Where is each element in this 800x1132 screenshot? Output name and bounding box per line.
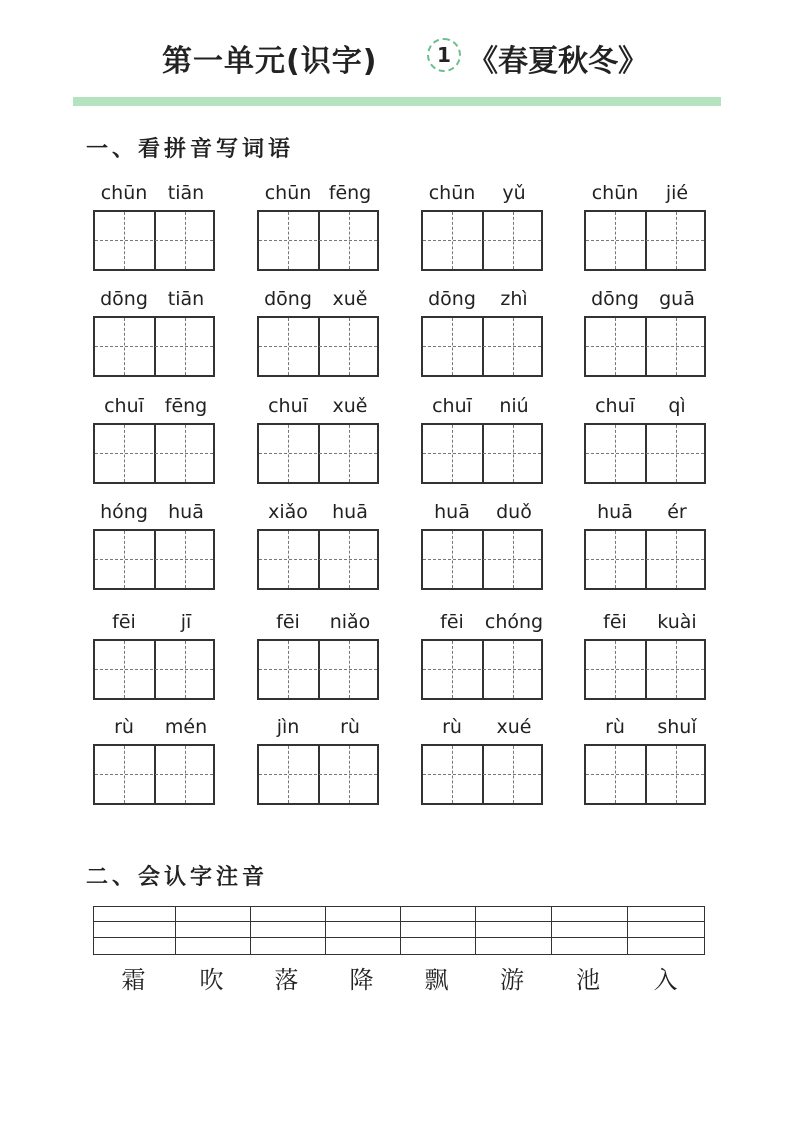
pinyin-syllable: chuī <box>595 395 635 417</box>
grid-guide-line <box>95 559 213 560</box>
pinyin-syllable: chūn <box>264 182 312 204</box>
grid-guide-line <box>423 774 541 775</box>
pinyin-syllable: chūn <box>591 182 639 204</box>
grid-guide-line <box>586 453 704 454</box>
pinyin-syllable: kuài <box>657 611 697 633</box>
grid-guide-line <box>423 240 541 241</box>
grid-guide-line <box>676 746 677 803</box>
grid-guide-line <box>259 669 377 670</box>
word-item <box>257 716 381 816</box>
grid-guide-line <box>513 641 514 698</box>
grid-guide-line <box>513 531 514 588</box>
word-item <box>584 395 708 495</box>
grid-guide-line <box>349 641 350 698</box>
lesson-number-badge: 1 <box>427 38 461 72</box>
grid-guide-line <box>185 318 186 375</box>
grid-guide-line <box>185 425 186 482</box>
writing-box[interactable] <box>257 423 379 484</box>
section1-title: 一、看拼音写词语 <box>86 136 295 162</box>
writing-box[interactable] <box>584 529 706 590</box>
writing-box[interactable] <box>584 316 706 377</box>
grid-guide-line <box>452 531 453 588</box>
grid-guide-line <box>676 212 677 269</box>
pinyin-syllable: yǔ <box>502 182 526 204</box>
grid-guide-line <box>259 453 377 454</box>
ruled-column-divider <box>475 907 476 954</box>
pinyin-syllable: tiān <box>167 182 205 204</box>
grid-guide-line <box>95 669 213 670</box>
writing-box[interactable] <box>421 210 543 271</box>
grid-guide-line <box>259 240 377 241</box>
grid-guide-line <box>124 212 125 269</box>
writing-box[interactable] <box>421 639 543 700</box>
recognition-character: 降 <box>349 966 374 994</box>
writing-box[interactable] <box>257 316 379 377</box>
grid-guide-line <box>452 318 453 375</box>
recognition-character: 落 <box>274 966 299 994</box>
pinyin-syllable: xuě <box>332 288 368 310</box>
word-item <box>257 501 381 601</box>
grid-guide-line <box>288 746 289 803</box>
pinyin-syllable: ér <box>667 501 687 523</box>
pinyin-syllable: huā <box>597 501 633 523</box>
writing-box[interactable] <box>257 210 379 271</box>
pinyin-syllable: chuī <box>268 395 308 417</box>
recognition-character: 入 <box>653 966 678 994</box>
writing-box[interactable] <box>93 423 215 484</box>
word-item <box>257 611 381 711</box>
word-item <box>421 501 545 601</box>
pinyin-syllable: duǒ <box>496 501 532 523</box>
grid-guide-line <box>513 746 514 803</box>
grid-guide-line <box>259 774 377 775</box>
header-divider-bar <box>73 97 721 106</box>
pinyin-syllable: dōng <box>264 288 312 310</box>
grid-guide-line <box>185 746 186 803</box>
grid-guide-line <box>288 212 289 269</box>
grid-guide-line <box>185 212 186 269</box>
grid-guide-line <box>513 425 514 482</box>
grid-guide-line <box>423 453 541 454</box>
writing-box[interactable] <box>257 639 379 700</box>
grid-guide-line <box>586 346 704 347</box>
ruled-column-divider <box>551 907 552 954</box>
grid-guide-line <box>615 425 616 482</box>
pinyin-syllable: shuǐ <box>657 716 697 738</box>
writing-box[interactable] <box>93 316 215 377</box>
pinyin-syllable: zhì <box>500 288 528 310</box>
grid-guide-line <box>676 318 677 375</box>
pinyin-syllable: fēi <box>112 611 136 633</box>
grid-guide-line <box>185 641 186 698</box>
writing-box[interactable] <box>93 744 215 805</box>
writing-box[interactable] <box>421 423 543 484</box>
word-item <box>93 288 217 388</box>
pinyin-syllable: niǎo <box>329 611 371 633</box>
writing-box[interactable] <box>584 639 706 700</box>
grid-guide-line <box>615 212 616 269</box>
grid-guide-line <box>615 531 616 588</box>
word-item <box>584 501 708 601</box>
grid-guide-line <box>615 746 616 803</box>
writing-box[interactable] <box>584 744 706 805</box>
writing-box[interactable] <box>93 210 215 271</box>
word-item <box>421 288 545 388</box>
pinyin-writing-lines[interactable] <box>93 906 705 955</box>
grid-guide-line <box>349 425 350 482</box>
word-item <box>421 182 545 282</box>
grid-guide-line <box>615 641 616 698</box>
grid-guide-line <box>288 425 289 482</box>
pinyin-syllable: tiān <box>167 288 205 310</box>
pinyin-syllable: rù <box>605 716 625 738</box>
pinyin-syllable: rù <box>442 716 462 738</box>
pinyin-syllable: dōng <box>100 288 148 310</box>
grid-guide-line <box>95 240 213 241</box>
pinyin-syllable: fēng <box>164 395 208 417</box>
recognition-character: 霜 <box>121 966 146 994</box>
ruled-column-divider <box>325 907 326 954</box>
grid-guide-line <box>288 318 289 375</box>
grid-guide-line <box>95 346 213 347</box>
word-item <box>257 395 381 495</box>
grid-guide-line <box>349 212 350 269</box>
pinyin-syllable: niú <box>499 395 529 417</box>
pinyin-syllable: dōng <box>428 288 476 310</box>
pinyin-syllable: xiǎo <box>268 501 308 523</box>
word-item <box>421 395 545 495</box>
recognition-character: 池 <box>576 966 600 994</box>
word-item <box>421 716 545 816</box>
pinyin-syllable: fēi <box>440 611 464 633</box>
pinyin-syllable: jī <box>180 611 192 633</box>
ruled-column-divider <box>627 907 628 954</box>
pinyin-syllable: dōng <box>591 288 639 310</box>
recognition-character: 吹 <box>199 966 224 994</box>
grid-guide-line <box>513 318 514 375</box>
grid-guide-line <box>452 212 453 269</box>
ruled-column-divider <box>250 907 251 954</box>
grid-guide-line <box>124 318 125 375</box>
writing-box[interactable] <box>584 210 706 271</box>
grid-guide-line <box>288 641 289 698</box>
pinyin-syllable: fēng <box>328 182 372 204</box>
writing-box[interactable] <box>421 744 543 805</box>
pinyin-syllable: chuī <box>104 395 144 417</box>
pinyin-syllable: guā <box>659 288 695 310</box>
lesson-title: 《春夏秋冬》 <box>468 44 648 79</box>
pinyin-syllable: hóng <box>100 501 148 523</box>
grid-guide-line <box>586 774 704 775</box>
grid-guide-line <box>124 425 125 482</box>
writing-box[interactable] <box>257 744 379 805</box>
grid-guide-line <box>676 641 677 698</box>
word-item <box>93 182 217 282</box>
grid-guide-line <box>452 746 453 803</box>
writing-box[interactable] <box>421 316 543 377</box>
pinyin-syllable: xué <box>496 716 532 738</box>
grid-guide-line <box>586 240 704 241</box>
word-item <box>93 501 217 601</box>
recognition-character: 飘 <box>424 966 449 994</box>
grid-guide-line <box>615 318 616 375</box>
grid-guide-line <box>95 453 213 454</box>
pinyin-syllable: huā <box>168 501 204 523</box>
grid-guide-line <box>513 212 514 269</box>
writing-box[interactable] <box>93 529 215 590</box>
word-item <box>257 182 381 282</box>
pinyin-syllable: xuě <box>332 395 368 417</box>
pinyin-syllable: qì <box>668 395 686 417</box>
grid-guide-line <box>423 559 541 560</box>
word-item <box>584 611 708 711</box>
pinyin-syllable: chóng <box>484 611 544 633</box>
pinyin-syllable: huā <box>332 501 368 523</box>
grid-guide-line <box>259 346 377 347</box>
grid-guide-line <box>349 318 350 375</box>
word-item <box>93 716 217 816</box>
pinyin-syllable: fēi <box>276 611 300 633</box>
pinyin-syllable: chūn <box>100 182 148 204</box>
word-item <box>421 611 545 711</box>
pinyin-syllable: jié <box>665 182 689 204</box>
recognition-character: 游 <box>500 966 524 994</box>
grid-guide-line <box>185 531 186 588</box>
section2-title: 二、会认字注音 <box>86 864 269 890</box>
word-item <box>93 611 217 711</box>
unit-title: 第一单元(识字) <box>162 44 378 79</box>
word-item <box>584 182 708 282</box>
writing-box[interactable] <box>421 529 543 590</box>
page-header <box>0 30 800 84</box>
pinyin-syllable: chūn <box>428 182 476 204</box>
writing-box[interactable] <box>584 423 706 484</box>
ruled-column-divider <box>175 907 176 954</box>
grid-guide-line <box>124 746 125 803</box>
grid-guide-line <box>349 531 350 588</box>
pinyin-syllable: rù <box>340 716 360 738</box>
word-item <box>584 716 708 816</box>
writing-box[interactable] <box>257 529 379 590</box>
grid-guide-line <box>452 425 453 482</box>
grid-guide-line <box>259 559 377 560</box>
grid-guide-line <box>586 669 704 670</box>
word-item <box>257 288 381 388</box>
pinyin-syllable: rù <box>114 716 134 738</box>
grid-guide-line <box>349 746 350 803</box>
ruled-column-divider <box>400 907 401 954</box>
grid-guide-line <box>124 641 125 698</box>
ruled-line <box>94 937 704 938</box>
pinyin-syllable: fēi <box>603 611 627 633</box>
grid-guide-line <box>288 531 289 588</box>
grid-guide-line <box>452 641 453 698</box>
grid-guide-line <box>676 425 677 482</box>
pinyin-syllable: mén <box>164 716 208 738</box>
grid-guide-line <box>676 531 677 588</box>
pinyin-syllable: huā <box>434 501 470 523</box>
grid-guide-line <box>95 774 213 775</box>
grid-guide-line <box>586 559 704 560</box>
grid-guide-line <box>124 531 125 588</box>
writing-box[interactable] <box>93 639 215 700</box>
word-item <box>584 288 708 388</box>
pinyin-syllable: jìn <box>276 716 300 738</box>
word-item <box>93 395 217 495</box>
grid-guide-line <box>423 346 541 347</box>
ruled-line <box>94 921 704 922</box>
pinyin-syllable: chuī <box>432 395 472 417</box>
grid-guide-line <box>423 669 541 670</box>
